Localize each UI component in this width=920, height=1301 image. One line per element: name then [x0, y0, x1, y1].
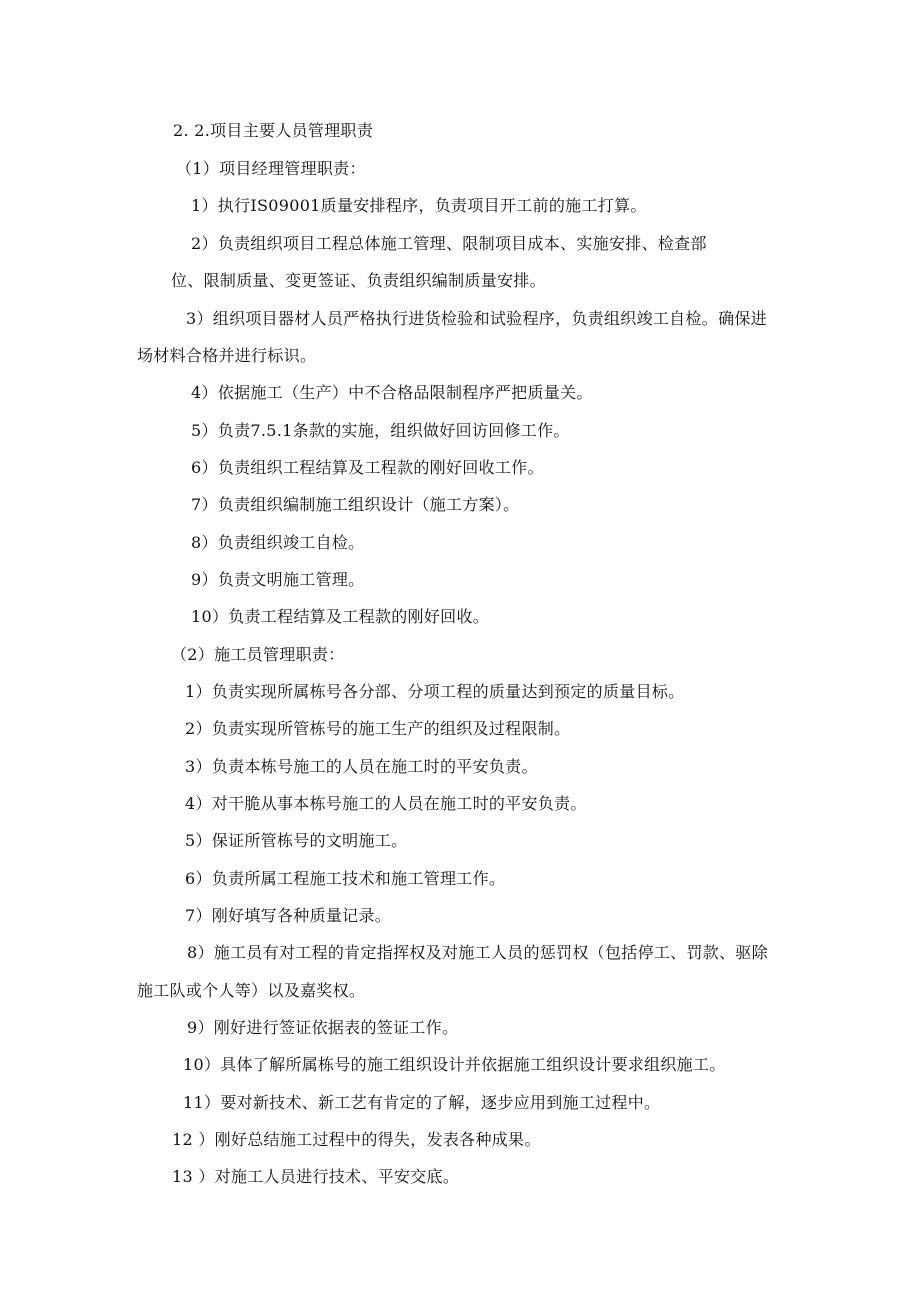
builder-item: 3）负责本栋号施工的人员在施工时的平安负责。: [185, 757, 538, 776]
builder-item: 6）负责所属工程施工技术和施工管理工作。: [185, 869, 506, 888]
builder-item: 12 ）刚好总结施工过程中的得失，发表各种成果。: [172, 1130, 541, 1149]
builder-item: 2）负责实现所管栋号的施工生产的组织及过程限制。: [185, 719, 571, 738]
section-heading: 2. 2.项目主要人员管理职责: [173, 121, 374, 140]
builder-item: 7）刚好填写各种质量记录。: [185, 906, 392, 925]
pm-item-continued: 位、限制质量、变更签证、负责组织编制质量安排。: [171, 271, 546, 290]
builder-item: 8）施工员有对工程的肯定指挥权及对施工人员的惩罚权（包括停工、罚款、驱除: [187, 943, 768, 962]
builder-item: 5）保证所管栋号的文明施工。: [185, 831, 408, 850]
pm-item-continued: 场材料合格并进行标识。: [137, 346, 317, 365]
builder-item: 1）负责实现所属栋号各分部、分项工程的质量达到预定的质量目标。: [185, 682, 685, 701]
pm-item: 10）负责工程结算及工程款的刚好回收。: [191, 607, 490, 626]
pm-item: 4）依据施工（生产）中不合格品限制程序严把质量关。: [191, 383, 593, 402]
builder-item: 11）要对新技术、新工艺有肯定的了解，逐步应用到施工过程中。: [183, 1093, 661, 1112]
pm-item: 6）负责组织工程结算及工程款的刚好回收工作。: [191, 458, 544, 477]
pm-heading: （1）项目经理管理职责：: [176, 159, 366, 178]
pm-item: 2）负责组织项目工程总体施工管理、限制项目成本、实施安排、检查部: [191, 234, 707, 253]
pm-item: 3）组织项目器材人员严格执行进货检验和试验程序，负责组织竣工自检。确保进: [186, 309, 767, 328]
pm-item: 8）负责组织竣工自检。: [191, 533, 365, 552]
builder-item: 10）具体了解所属栋号的施工组织设计并依据施工组织设计要求组织施工。: [183, 1055, 726, 1074]
builder-item: 4）对干脆从事本栋号施工的人员在施工时的平安负责。: [185, 794, 587, 813]
pm-item: 5）负责7.5.1条款的实施，组织做好回访回修工作。: [191, 421, 570, 440]
builder-heading: （2）施工员管理职责：: [171, 645, 345, 664]
builder-item-continued: 施工队或个人等）以及嘉奖权。: [137, 981, 366, 1000]
pm-item: 9）负责文明施工管理。: [191, 570, 365, 589]
pm-item: 1）执行IS09001质量安排程序，负责项目开工前的施工打算。: [191, 196, 647, 215]
builder-item: 9）刚好进行签证依据表的签证工作。: [187, 1018, 459, 1037]
builder-item: 13 ）对施工人员进行技术、平安交底。: [172, 1167, 460, 1186]
pm-item: 7）负责组织编制施工组织设计（施工方案）。: [191, 495, 520, 514]
